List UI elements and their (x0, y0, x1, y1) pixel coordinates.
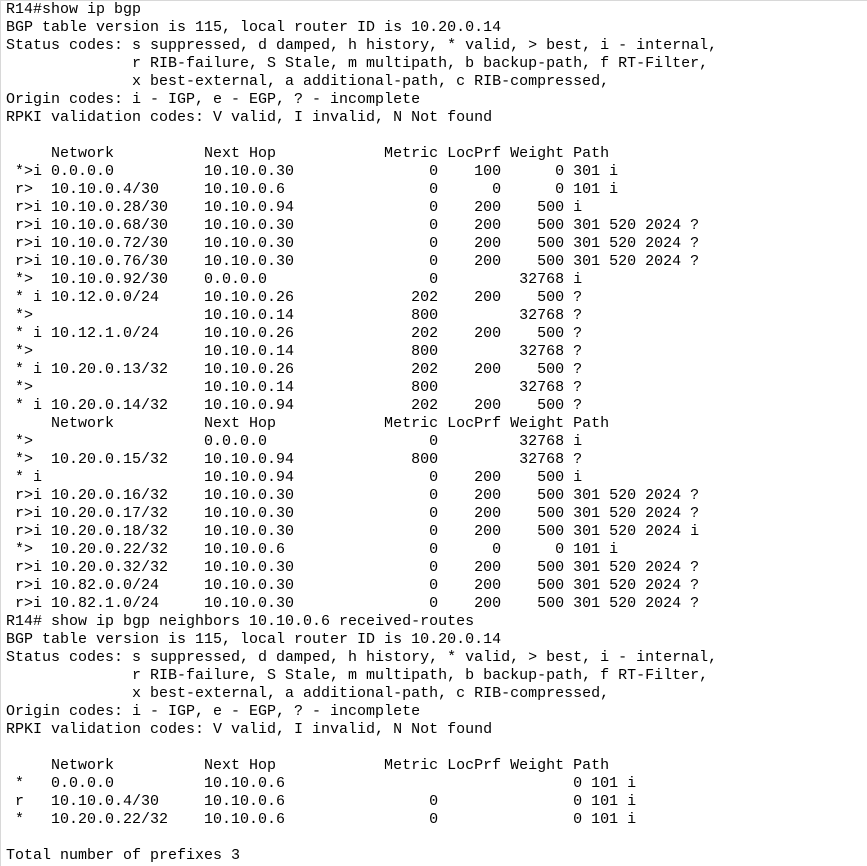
terminal-line: r>i 10.10.0.28/30 10.10.0.94 0 200 500 i (6, 199, 583, 216)
terminal-line (6, 829, 867, 847)
terminal-line: *> 10.10.0.14 800 32768 ? (6, 379, 583, 396)
terminal-output (1, 1, 867, 865)
terminal-line: Origin codes: i - IGP, e - EGP, ? - incomplete (6, 703, 421, 720)
terminal-line: Network Next Hop Metric LocPrf Weight Path (6, 145, 610, 162)
terminal-line: * 0.0.0.0 10.10.0.6 0 101 i (6, 775, 637, 792)
terminal-line: Total number of prefixes 3 (6, 847, 241, 864)
terminal-line: * i 10.20.0.13/32 10.10.0.26 202 200 500 ? (6, 361, 583, 378)
terminal-line: *> 10.10.0.14 800 32768 ? (6, 343, 583, 360)
terminal-line: *>i 0.0.0.0 10.10.0.30 0 100 0 301 i (6, 163, 619, 180)
terminal-line: *> 10.20.0.15/32 10.10.0.94 800 32768 ? (6, 451, 583, 468)
terminal-line: r 10.10.0.4/30 10.10.0.6 0 0 101 i (6, 793, 637, 810)
terminal-line: Status codes: s suppressed, d damped, h history, * valid, > best, i - internal, (6, 649, 718, 666)
terminal-line: r>i 10.20.0.18/32 10.10.0.30 0 200 500 301 520 2024 i (6, 523, 700, 540)
terminal-line: r> 10.10.0.4/30 10.10.0.6 0 0 0 101 i (6, 181, 619, 198)
terminal-line: * i 10.10.0.94 0 200 500 i (6, 469, 583, 486)
terminal-line: r>i 10.20.0.16/32 10.10.0.30 0 200 500 301 520 2024 ? (6, 487, 700, 504)
terminal-line: * i 10.20.0.14/32 10.10.0.94 202 200 500 ? (6, 397, 583, 414)
terminal-line: BGP table version is 115, local router ID is 10.20.0.14 (6, 631, 502, 648)
terminal-line: Origin codes: i - IGP, e - EGP, ? - incomplete (6, 91, 421, 108)
terminal-line: x best-external, a additional-path, c RIB-compressed, (6, 685, 610, 702)
terminal-line: r>i 10.20.0.32/32 10.10.0.30 0 200 500 301 520 2024 ? (6, 559, 700, 576)
terminal-line: *> 10.10.0.92/30 0.0.0.0 0 32768 i (6, 271, 583, 288)
terminal-line: R14#show ip bgp (6, 1, 142, 18)
terminal-line: r RIB-failure, S Stale, m multipath, b backup-path, f RT-Filter, (6, 55, 709, 72)
terminal-line: * i 10.12.1.0/24 10.10.0.26 202 200 500 ? (6, 325, 583, 342)
terminal-line: r>i 10.10.0.68/30 10.10.0.30 0 200 500 301 520 2024 ? (6, 217, 700, 234)
terminal-line: * 10.20.0.22/32 10.10.0.6 0 0 101 i (6, 811, 637, 828)
terminal-line: R14# show ip bgp neighbors 10.10.0.6 received-routes (6, 613, 475, 630)
terminal-line: r>i 10.10.0.76/30 10.10.0.30 0 200 500 301 520 2024 ? (6, 253, 700, 270)
terminal-line: r>i 10.82.1.0/24 10.10.0.30 0 200 500 301 520 2024 ? (6, 595, 700, 612)
terminal-line (6, 739, 867, 757)
terminal-line: r>i 10.10.0.72/30 10.10.0.30 0 200 500 301 520 2024 ? (6, 235, 700, 252)
terminal-line: r>i 10.82.0.0/24 10.10.0.30 0 200 500 301 520 2024 ? (6, 577, 700, 594)
terminal-line: RPKI validation codes: V valid, I invalid, N Not found (6, 721, 493, 738)
terminal-line: Network Next Hop Metric LocPrf Weight Path (6, 757, 610, 774)
terminal-line: x best-external, a additional-path, c RIB-compressed, (6, 73, 610, 90)
terminal-line: *> 10.20.0.22/32 10.10.0.6 0 0 0 101 i (6, 541, 619, 558)
terminal-line: r>i 10.20.0.17/32 10.10.0.30 0 200 500 301 520 2024 ? (6, 505, 700, 522)
terminal-line: Status codes: s suppressed, d damped, h history, * valid, > best, i - internal, (6, 37, 718, 54)
terminal-line: *> 0.0.0.0 0 32768 i (6, 433, 583, 450)
terminal-line: Network Next Hop Metric LocPrf Weight Path (6, 415, 610, 432)
terminal-line: *> 10.10.0.14 800 32768 ? (6, 307, 583, 324)
terminal-line: * i 10.12.0.0/24 10.10.0.26 202 200 500 ? (6, 289, 583, 306)
terminal-line (6, 127, 867, 145)
terminal-line: RPKI validation codes: V valid, I invalid, N Not found (6, 109, 493, 126)
terminal-line: r RIB-failure, S Stale, m multipath, b backup-path, f RT-Filter, (6, 667, 709, 684)
terminal-line: BGP table version is 115, local router ID is 10.20.0.14 (6, 19, 502, 36)
